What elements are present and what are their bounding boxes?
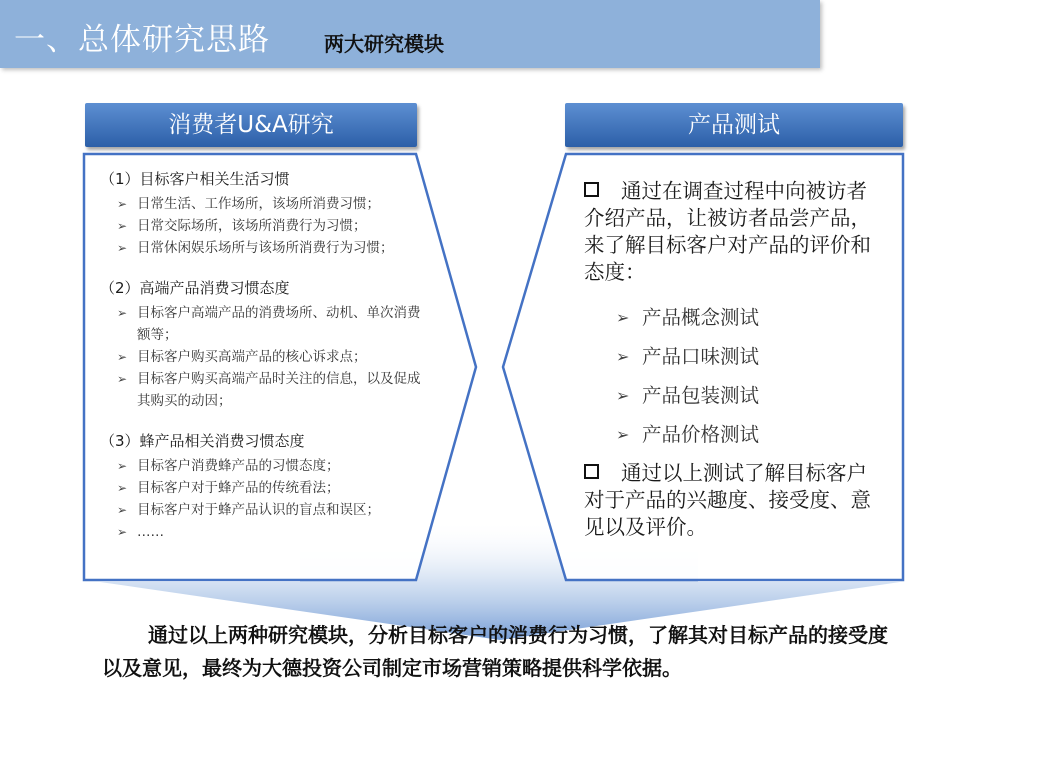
section-3 xyxy=(100,430,430,543)
arrow-bullet-icon: ➢ xyxy=(117,197,128,211)
page-title: 一、总体研究思路 xyxy=(14,22,270,58)
list-item: ➢ 产品口味测试 xyxy=(616,337,874,376)
arrow-bullet-icon: ➢ xyxy=(616,347,630,366)
outro-paragraph: 通过以上测试了解目标客户对于产品的兴趣度、接受度、意见以及评价。 xyxy=(584,461,871,539)
section-heading: （2）高端产品消费习惯态度 xyxy=(100,279,290,297)
conclusion-text: 通过以上两种研究模块，分析目标客户的消费行为习惯，了解其对目标产品的接受度以及意见，最终为大德投资公司制定市场营销策略提供科学依据。 xyxy=(102,623,888,680)
arrow-bullet-icon: ➢ xyxy=(616,386,630,405)
list-item: ➢ 产品价格测试 xyxy=(616,415,874,454)
square-bullet-icon xyxy=(584,464,599,479)
right-module-content xyxy=(584,178,874,541)
list-item: ➢ 产品概念测试 xyxy=(616,298,874,337)
page-subtitle: 两大研究模块 xyxy=(324,32,444,56)
square-bullet-icon xyxy=(584,182,599,197)
list-item: ➢ 产品包装测试 xyxy=(616,376,874,415)
list-item: ➢ 日常交际场所，该场所消费行为习惯； xyxy=(117,215,430,237)
list-item: ➢ 目标客户高端产品的消费场所、动机、单次消费额等； xyxy=(117,302,430,346)
arrow-bullet-icon: ➢ xyxy=(117,459,128,473)
arrow-bullet-icon: ➢ xyxy=(117,241,128,255)
list-item: ➢ 日常休闲娱乐场所与该场所消费行为习惯； xyxy=(117,237,430,259)
list-item: ➢ 日常生活、工作场所，该场所消费习惯； xyxy=(117,193,430,215)
list-item: ➢ 目标客户购买高端产品的核心诉求点； xyxy=(117,346,430,368)
arrow-bullet-icon: ➢ xyxy=(117,306,128,320)
list-item: ➢ 目标客户购买高端产品时关注的信息，以及促成其购买的动因； xyxy=(117,368,430,412)
arrow-bullet-icon: ➢ xyxy=(616,425,630,444)
arrow-bullet-icon: ➢ xyxy=(117,219,128,233)
list-item: ➢ …… xyxy=(117,521,430,543)
arrow-bullet-icon: ➢ xyxy=(117,503,128,517)
intro-paragraph: 通过在调查过程中向被访者介绍产品，让被访者品尝产品，来了解目标客户对产品的评价和态度： xyxy=(584,179,871,284)
list-item: ➢ 目标客户对于蜂产品认识的盲点和误区； xyxy=(117,499,430,521)
section-1 xyxy=(100,168,430,259)
left-module-content xyxy=(100,168,430,561)
arrow-bullet-icon: ➢ xyxy=(117,481,128,495)
arrow-bullet-icon: ➢ xyxy=(117,350,128,364)
list-item: ➢ 目标客户消费蜂产品的习惯态度； xyxy=(117,455,430,477)
arrow-bullet-icon: ➢ xyxy=(117,525,128,539)
test-list xyxy=(584,298,874,454)
product-test-tab: 产品测试 xyxy=(565,103,903,147)
arrow-bullet-icon: ➢ xyxy=(117,372,128,386)
section-heading: （3）蜂产品相关消费习惯态度 xyxy=(100,432,305,450)
section-2 xyxy=(100,277,430,412)
consumer-ua-study-tab: 消费者U&A研究 xyxy=(85,103,417,147)
list-item: ➢ 目标客户对于蜂产品的传统看法； xyxy=(117,477,430,499)
arrow-bullet-icon: ➢ xyxy=(616,308,630,327)
section-heading: （1）目标客户相关生活习惯 xyxy=(100,170,290,188)
